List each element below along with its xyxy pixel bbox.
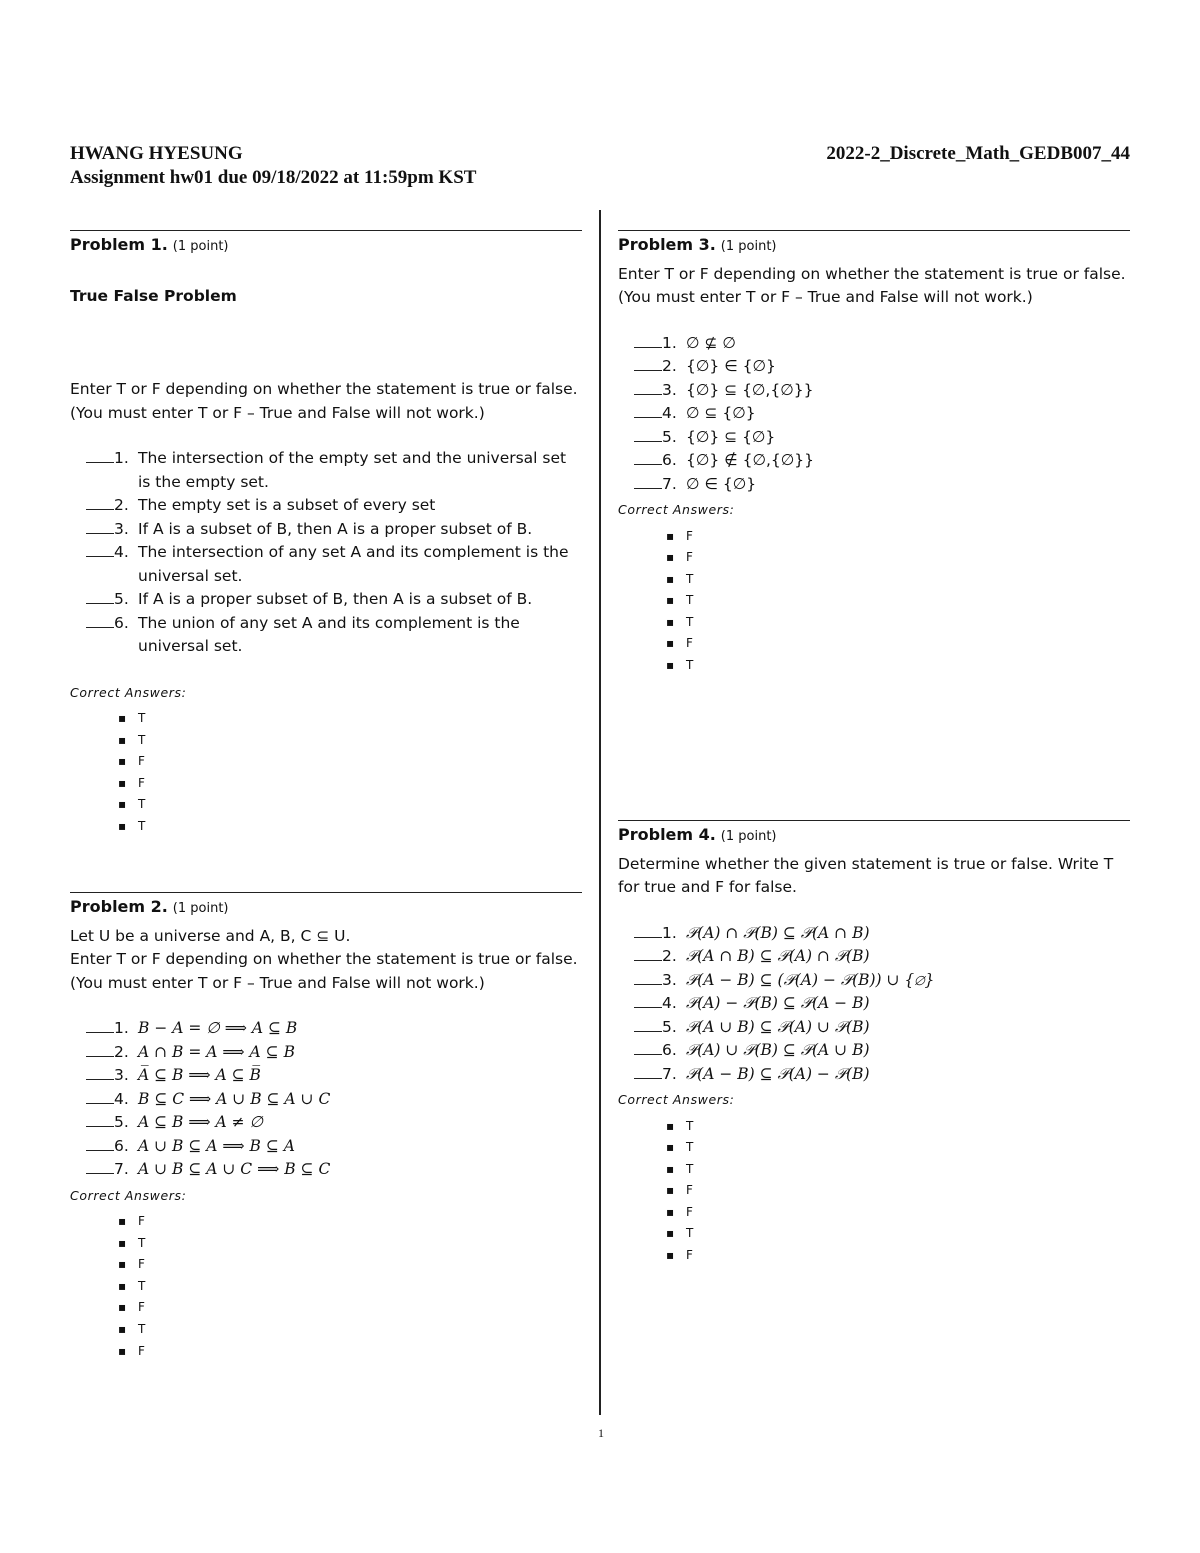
answer-item: ▪ F [118, 1254, 582, 1276]
correct-answers-label: Correct Answers: [70, 684, 187, 700]
answer-blank[interactable] [86, 518, 114, 534]
question-item [86, 588, 582, 612]
item-text: A ∪ B ⊆ A ∪ C ⟹ B ⊆ C [138, 1160, 331, 1178]
question-item [86, 1135, 582, 1159]
answer-blank[interactable] [86, 588, 114, 604]
question-item [86, 612, 582, 659]
item-number: 1. [114, 1019, 129, 1037]
question-item [86, 1111, 582, 1135]
answer-blank[interactable] [634, 402, 662, 418]
instruction-line: Let U be a universe and A, B, C ⊆ U. [70, 926, 351, 945]
question-item [634, 426, 1130, 450]
answer-item: ▪ T [118, 730, 582, 752]
answer-blank[interactable] [634, 1039, 662, 1055]
column-divider [599, 210, 601, 1415]
item-number: 4. [662, 404, 677, 422]
item-text: {∅} ⊆ {∅,{∅}} [686, 380, 814, 399]
answer-item: ▪ T [118, 1276, 582, 1298]
instruction-line: Enter T or F depending on whether the statement is true or false. [70, 950, 578, 968]
problem-points: (1 point) [720, 239, 777, 254]
answer-item: ▪ T [118, 794, 582, 816]
answer-item: ▪ F [118, 751, 582, 773]
problem-title: Problem 2. [70, 897, 168, 916]
item-number: 1. [114, 449, 129, 467]
question-item [634, 473, 1130, 497]
answer-item: ▪ F [118, 1211, 582, 1233]
answer-blank[interactable] [634, 332, 662, 348]
answer-item: ▪ T [666, 655, 1130, 677]
answer-item: ▪ F [666, 1202, 1130, 1224]
item-number: 7. [662, 1064, 677, 1083]
answer-blank[interactable] [634, 945, 662, 961]
answer-list [70, 1211, 582, 1362]
answer-blank[interactable] [86, 541, 114, 557]
item-number: 1. [662, 923, 677, 942]
question-item [86, 1064, 582, 1088]
problem-4 [618, 820, 1130, 1267]
answer-blank[interactable] [634, 1016, 662, 1032]
question-item [86, 1158, 582, 1182]
page-number: 1 [598, 1426, 604, 1440]
item-text: {∅} ∈ {∅} [686, 357, 776, 375]
answer-blank[interactable] [634, 449, 662, 465]
item-text: A ∩ B = A ⟹ A ⊆ B [138, 1042, 295, 1061]
item-text: The empty set is a subset of every set [138, 496, 436, 514]
answer-item: ▪ T [118, 708, 582, 730]
answer-item: ▪ F [666, 1180, 1130, 1202]
answer-item: ▪ T [666, 612, 1130, 634]
item-number: 2. [114, 1042, 129, 1061]
question-item [634, 922, 1130, 946]
answer-blank[interactable] [634, 922, 662, 938]
answer-blank[interactable] [86, 494, 114, 510]
problem-1 [70, 230, 582, 838]
item-text: 𝒫(A ∩ B) ⊆ 𝒫(A) ∩ 𝒫(B) [686, 947, 870, 965]
item-number: 5. [114, 590, 129, 608]
answer-blank[interactable] [634, 473, 662, 489]
answer-item: ▪ F [666, 1245, 1130, 1267]
answer-blank[interactable] [86, 1111, 114, 1127]
answer-item: ▪ T [118, 1319, 582, 1341]
question-item [634, 992, 1130, 1016]
answer-list [618, 1116, 1130, 1267]
question-item [86, 541, 582, 588]
item-number: 6. [662, 451, 677, 469]
item-text: A ⊆ B ⟹ A ≠ ∅ [138, 1113, 264, 1131]
answer-blank[interactable] [86, 447, 114, 463]
item-text: A̅ ⊆ B ⟹ A ⊆ B̅ [138, 1066, 261, 1084]
item-number: 7. [114, 1160, 129, 1178]
item-number: 3. [662, 380, 677, 399]
answer-blank[interactable] [86, 1017, 114, 1033]
answer-blank[interactable] [86, 612, 114, 628]
question-item [634, 402, 1130, 426]
correct-answers-label: Correct Answers: [70, 1187, 187, 1203]
item-number: 3. [114, 1066, 129, 1084]
problem-3 [618, 230, 1130, 677]
answer-blank[interactable] [86, 1158, 114, 1174]
problem-points: (1 point) [172, 901, 229, 916]
item-number: 1. [662, 333, 677, 352]
item-number: 2. [114, 496, 129, 514]
answer-list [70, 708, 582, 838]
question-item [634, 379, 1130, 403]
item-number: 3. [114, 519, 129, 538]
item-number: 6. [114, 613, 129, 632]
problem-points: (1 point) [720, 829, 777, 844]
item-text: ∅ ⊈ ∅ [686, 333, 736, 352]
instruction-line: Enter T or F depending on whether the statement is true or false. [618, 264, 1126, 283]
answer-item: ▪ T [666, 1116, 1130, 1138]
question-item [86, 447, 582, 494]
problem-subtitle: True False Problem [70, 286, 237, 305]
problem-title: Problem 3. [618, 235, 716, 254]
answer-item: ▪ T [666, 1137, 1130, 1159]
item-number: 6. [662, 1041, 677, 1059]
item-text: A ∪ B ⊆ A ⟹ B ⊆ A [138, 1136, 295, 1155]
answer-blank[interactable] [86, 1135, 114, 1151]
question-item [634, 945, 1130, 969]
question-item [86, 494, 582, 518]
instruction-line: Enter T or F depending on whether the statement is true or false. [70, 380, 578, 398]
question-item [634, 1016, 1130, 1040]
answer-item: ▪ T [118, 1233, 582, 1255]
item-text: The intersection of any set A and its complement is the universal set. [138, 543, 569, 585]
instruction-line: (You must enter T or F – True and False will not work.) [618, 288, 1033, 306]
question-item [86, 1088, 582, 1112]
answer-item: ▪ F [666, 633, 1130, 655]
question-item [86, 1041, 582, 1065]
answer-item: ▪ T [666, 590, 1130, 612]
item-number: 2. [662, 357, 677, 375]
correct-answers-label: Correct Answers: [618, 1092, 735, 1107]
answer-blank[interactable] [86, 1041, 114, 1057]
problem-title: Problem 1. [70, 235, 168, 254]
item-text: B − A = ∅ ⟹ A ⊆ B [138, 1019, 298, 1037]
question-item [634, 355, 1130, 379]
instruction-line: (You must enter T or F – True and False will not work.) [70, 973, 485, 992]
item-number: 4. [114, 543, 129, 561]
item-text: 𝒫(A) ∩ 𝒫(B) ⊆ 𝒫(A ∩ B) [686, 923, 870, 942]
item-text: {∅} ∉ {∅,{∅}} [686, 451, 814, 469]
answer-item: ▪ T [666, 1159, 1130, 1181]
item-number: 6. [114, 1136, 129, 1155]
assignment-title: Assignment hw01 due 09/18/2022 at 11:59pm KST [70, 167, 477, 188]
answer-item: ▪ F [118, 773, 582, 795]
course-code: 2022-2_Discrete_Math_GEDB007_44 [826, 143, 1130, 164]
problem-2 [70, 892, 582, 1362]
item-text: 𝒫(A) − 𝒫(B) ⊆ 𝒫(A − B) [686, 994, 870, 1012]
answer-item: ▪ T [666, 1223, 1130, 1245]
question-item [634, 1039, 1130, 1063]
answer-item: ▪ T [666, 569, 1130, 591]
answer-blank[interactable] [86, 1064, 114, 1080]
item-text: The intersection of the empty set and the universal set is the empty set. [138, 449, 567, 491]
answer-item: ▪ F [666, 547, 1130, 569]
question-item [634, 1063, 1130, 1087]
item-text: 𝒫(A − B) ⊆ 𝒫(A) − 𝒫(B) [686, 1064, 870, 1083]
item-text: 𝒫(A − B) ⊆ (𝒫(A) − 𝒫(B)) ∪ {∅} [686, 970, 935, 989]
item-number: 4. [114, 1089, 129, 1108]
item-text: 𝒫(A) ∪ 𝒫(B) ⊆ 𝒫(A ∪ B) [686, 1041, 870, 1059]
answer-item: ▪ F [118, 1297, 582, 1319]
answer-blank[interactable] [634, 379, 662, 395]
item-number: 3. [662, 970, 677, 989]
item-text: ∅ ∈ {∅} [686, 474, 757, 493]
answer-blank[interactable] [634, 426, 662, 442]
answer-item: ▪ F [118, 1341, 582, 1363]
item-text: B ⊆ C ⟹ A ∪ B ⊆ A ∪ C [138, 1089, 331, 1108]
item-text: If A is a proper subset of B, then A is a subset of B. [138, 590, 533, 608]
item-text: If A is a subset of B, then A is a proper subset of B. [138, 519, 533, 538]
answer-blank[interactable] [86, 1088, 114, 1104]
item-number: 2. [662, 947, 677, 965]
item-number: 5. [662, 427, 677, 446]
answer-blank[interactable] [634, 355, 662, 371]
student-name: HWANG HYESUNG [70, 143, 243, 164]
instruction-line: (You must enter T or F – True and False will not work.) [70, 403, 485, 422]
page-header [70, 142, 1130, 190]
item-text: {∅} ⊆ {∅} [686, 427, 776, 446]
answer-list [618, 526, 1130, 677]
answer-blank[interactable] [634, 992, 662, 1008]
answer-blank[interactable] [634, 969, 662, 985]
item-text: ∅ ⊆ {∅} [686, 404, 756, 422]
question-item [634, 449, 1130, 473]
item-text: 𝒫(A ∪ B) ⊆ 𝒫(A) ∪ 𝒫(B) [686, 1017, 870, 1036]
problem-title: Problem 4. [618, 825, 716, 844]
answer-item: ▪ T [118, 816, 582, 838]
question-item [634, 969, 1130, 993]
correct-answers-label: Correct Answers: [618, 502, 735, 517]
question-item [86, 518, 582, 542]
problem-points: (1 point) [172, 239, 229, 254]
question-item [634, 332, 1130, 356]
question-item [86, 1017, 582, 1041]
item-text: The union of any set A and its complement is the universal set. [138, 613, 520, 655]
item-number: 5. [114, 1113, 129, 1131]
item-number: 7. [662, 474, 677, 493]
item-number: 5. [662, 1017, 677, 1036]
instruction-line: Determine whether the given statement is true or false. Write T for true and F for false. [618, 854, 1114, 896]
answer-blank[interactable] [634, 1063, 662, 1079]
item-number: 4. [662, 994, 677, 1012]
answer-item: ▪ F [666, 526, 1130, 548]
